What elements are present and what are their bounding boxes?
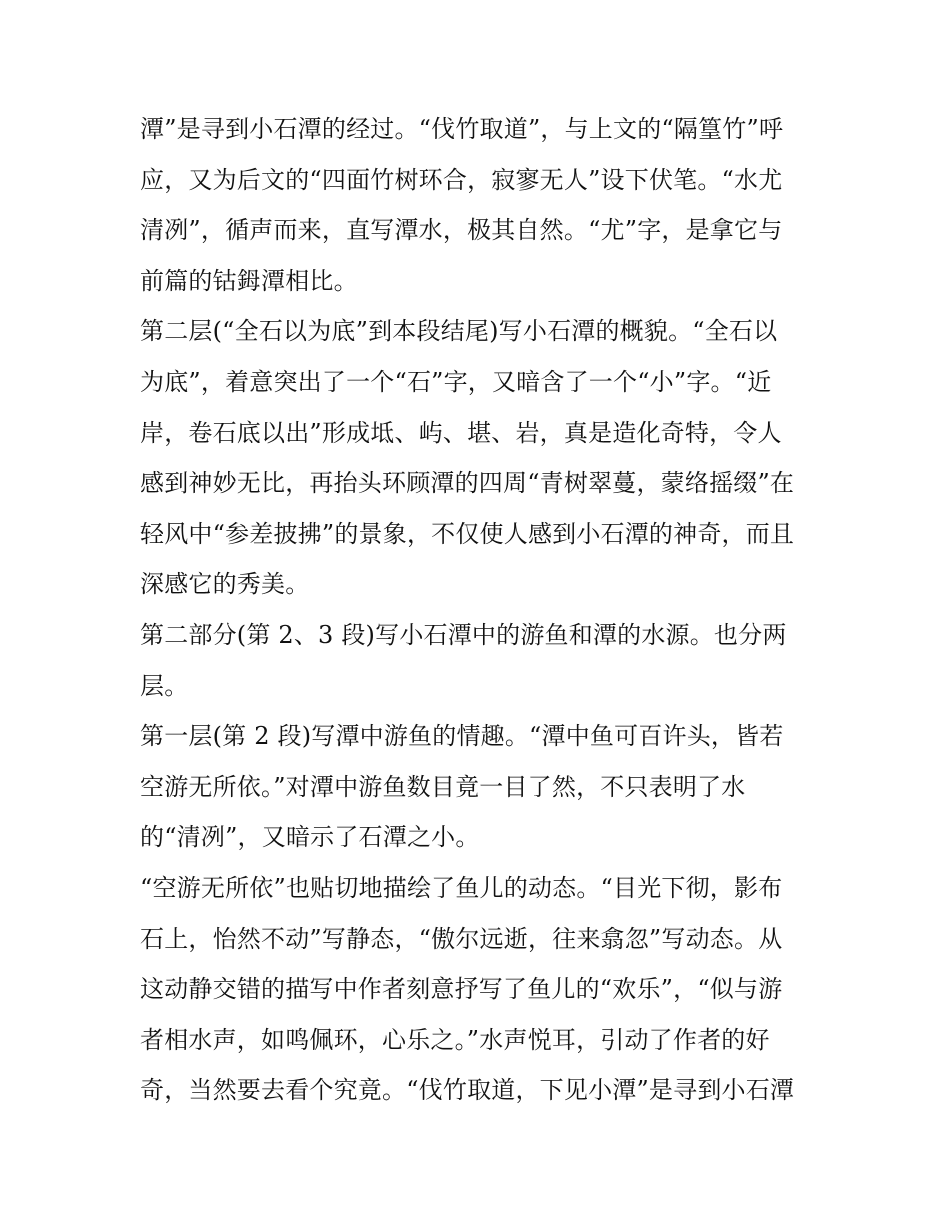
text-line: 岸，卷石底以出”形成坻、屿、堪、岩，真是造化奇特，令人 xyxy=(140,418,782,447)
text-line: 感到神妙无比，再抬头环顾潭的四周“青树翠蔓，蒙络摇缀”在 xyxy=(140,469,795,498)
text-line: 层。 xyxy=(140,671,189,700)
text-line: “空游无所依”也贴切地描绘了鱼儿的动态。“目光下彻，影布 xyxy=(140,873,783,902)
text-line: 的“清冽”，又暗示了石潭之小。 xyxy=(140,823,480,852)
text-line: 潭”是寻到小石潭的经过。“伐竹取道”，与上文的“隔篁竹”呼 xyxy=(140,115,784,143)
text-line: 第一层(第 2 段)写潭中游鱼的情趣。“潭中鱼可百许头，皆若 xyxy=(140,722,784,751)
text-line: 奇，当然要去看个究竟。“伐竹取道，下见小潭”是寻到小石潭 xyxy=(140,1076,795,1105)
text-line: 第二部分(第 2、3 段)写小石潭中的游鱼和潭的水源。也分两 xyxy=(140,620,787,649)
text-line: 清冽”，循声而来，直写潭水，极其自然。“尤”字，是拿它与 xyxy=(140,216,783,245)
text-line: 石上，怡然不动”写静态，“傲尔远逝，往来翕忽”写动态。从 xyxy=(140,924,783,953)
text-line: 深感它的秀美。 xyxy=(140,570,310,599)
text-line: 应，又为后文的“四面竹树环合，寂寥无人”设下伏笔。“水尤 xyxy=(140,165,783,194)
text-line: 第二层(“全石以为底”到本段结尾)写小石潭的概貌。“全石以 xyxy=(140,317,778,346)
text-line: 为底”，着意突出了一个“石”字，又暗含了一个“小”字。“近 xyxy=(140,367,772,396)
text-line: 空游无所依。”对潭中游鱼数目竟一目了然，不只表明了水 xyxy=(140,772,746,801)
document-body xyxy=(140,104,820,1116)
text-line: 这动静交错的描写中作者刻意抒写了鱼儿的“欢乐”，“似与游 xyxy=(140,975,783,1004)
text-line: 前篇的钴鉧潭相比。 xyxy=(140,266,358,295)
text-line: 轻风中“参差披拂”的景象，不仅使人感到小石潭的神奇，而且 xyxy=(140,519,795,548)
text-line: 者相水声，如鸣佩环，心乐之。”水声悦耳，引动了作者的好 xyxy=(140,1025,770,1054)
